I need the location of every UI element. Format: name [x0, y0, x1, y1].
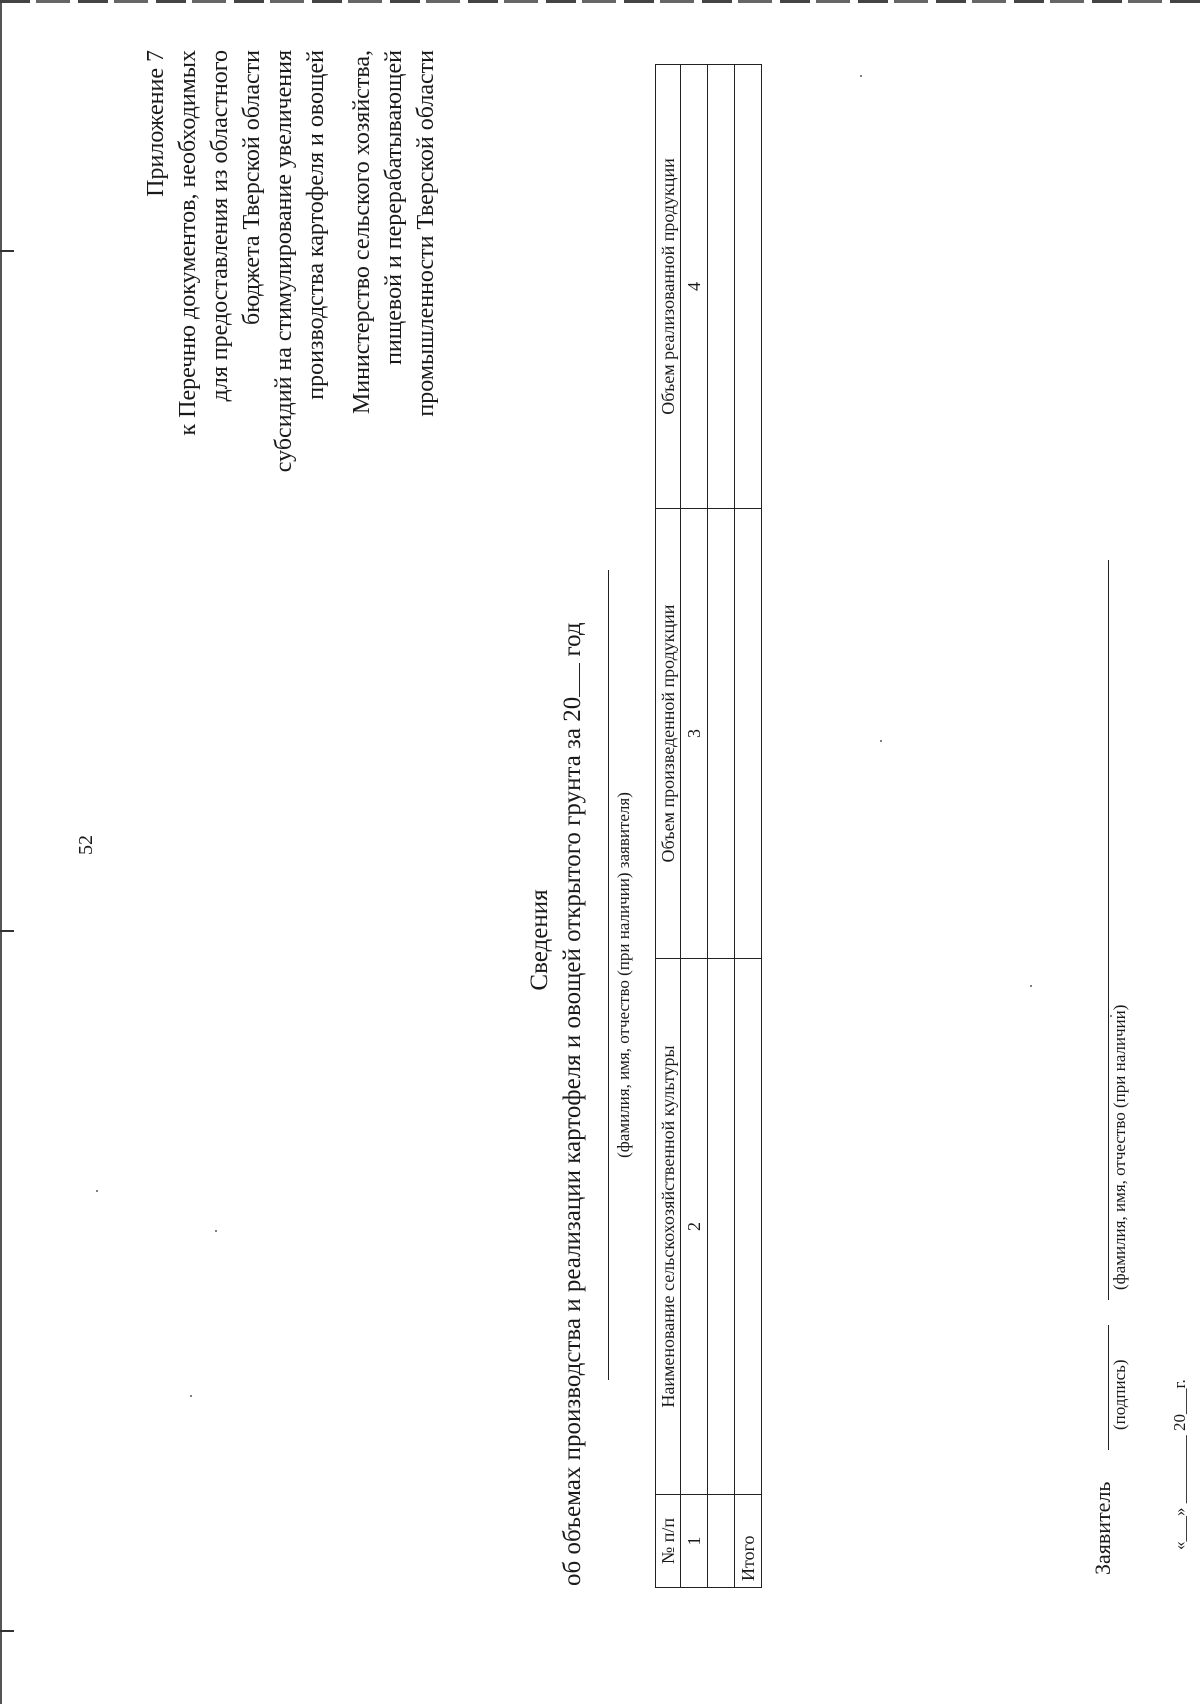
table-header-cell: Объем реализованной продукции	[656, 65, 681, 509]
table-total-row	[735, 65, 762, 1588]
applicant-name-line	[608, 570, 609, 1380]
table-cell[interactable]	[735, 65, 762, 509]
signer-name-line[interactable]	[1108, 560, 1109, 1300]
table-cell[interactable]	[708, 65, 735, 509]
document-subtitle	[557, 86, 588, 1586]
annex-line: для предоставления из областного	[207, 50, 233, 402]
recipient-line: промышленности Тверской области	[413, 50, 439, 417]
recipient-line: Министерство сельского хозяйства,	[349, 50, 375, 415]
column-number-cell: 3	[681, 509, 708, 959]
annex-block	[140, 50, 442, 480]
page-number: 52	[75, 835, 97, 855]
annex-line: к Перечню документов, необходимых	[175, 50, 201, 436]
annex-line: субсидий на стимулирование увеличения	[271, 50, 297, 473]
annex-heading: Приложение 7	[143, 50, 169, 197]
subtitle-text: об объемах производства и реализации картофеля и овощей открытого грунта за 20	[559, 696, 586, 1586]
annex-line: бюджета Тверской области	[239, 50, 265, 325]
table-cell[interactable]	[735, 509, 762, 959]
table-cell[interactable]	[708, 959, 735, 1495]
signature-caption: (подпись)	[1110, 1359, 1129, 1430]
signer-name-caption: (фамилия, имя, отчество (при наличии)	[1110, 1004, 1129, 1290]
table-header-cell: Наименование сельскохозяйственной культуры	[656, 959, 681, 1495]
table-row	[708, 65, 735, 1588]
table-cell[interactable]	[708, 509, 735, 959]
column-number-cell: 1	[681, 1495, 708, 1588]
table-header-row	[656, 65, 681, 1588]
data-table	[655, 64, 762, 1588]
table-column-number-row	[681, 65, 708, 1588]
table-cell[interactable]	[735, 959, 762, 1495]
total-label: Итого	[735, 1495, 762, 1588]
document-title: Сведения	[526, 889, 553, 991]
column-number-cell: 4	[681, 65, 708, 509]
subtitle-suffix: год	[559, 622, 586, 657]
year-blank-line	[557, 663, 580, 697]
annex-spacer	[332, 50, 346, 480]
applicant-caption: (фамилия, имя, отчество (при наличии) заявителя)	[614, 792, 633, 1158]
recipient-line: пищевой и перерабатывающей	[381, 50, 407, 365]
table-header-cell: Объем произведенной продукции	[656, 509, 681, 959]
signature-line[interactable]	[1108, 1325, 1109, 1450]
table-cell[interactable]	[708, 1495, 735, 1588]
date-line: «___» ________ 20___г.	[1170, 1379, 1189, 1550]
column-number-cell: 2	[681, 959, 708, 1495]
applicant-label: Заявитель	[1090, 1481, 1115, 1575]
annex-line: производства картофеля и овощей	[303, 50, 329, 400]
table-header-cell: № п/п	[656, 1495, 681, 1588]
